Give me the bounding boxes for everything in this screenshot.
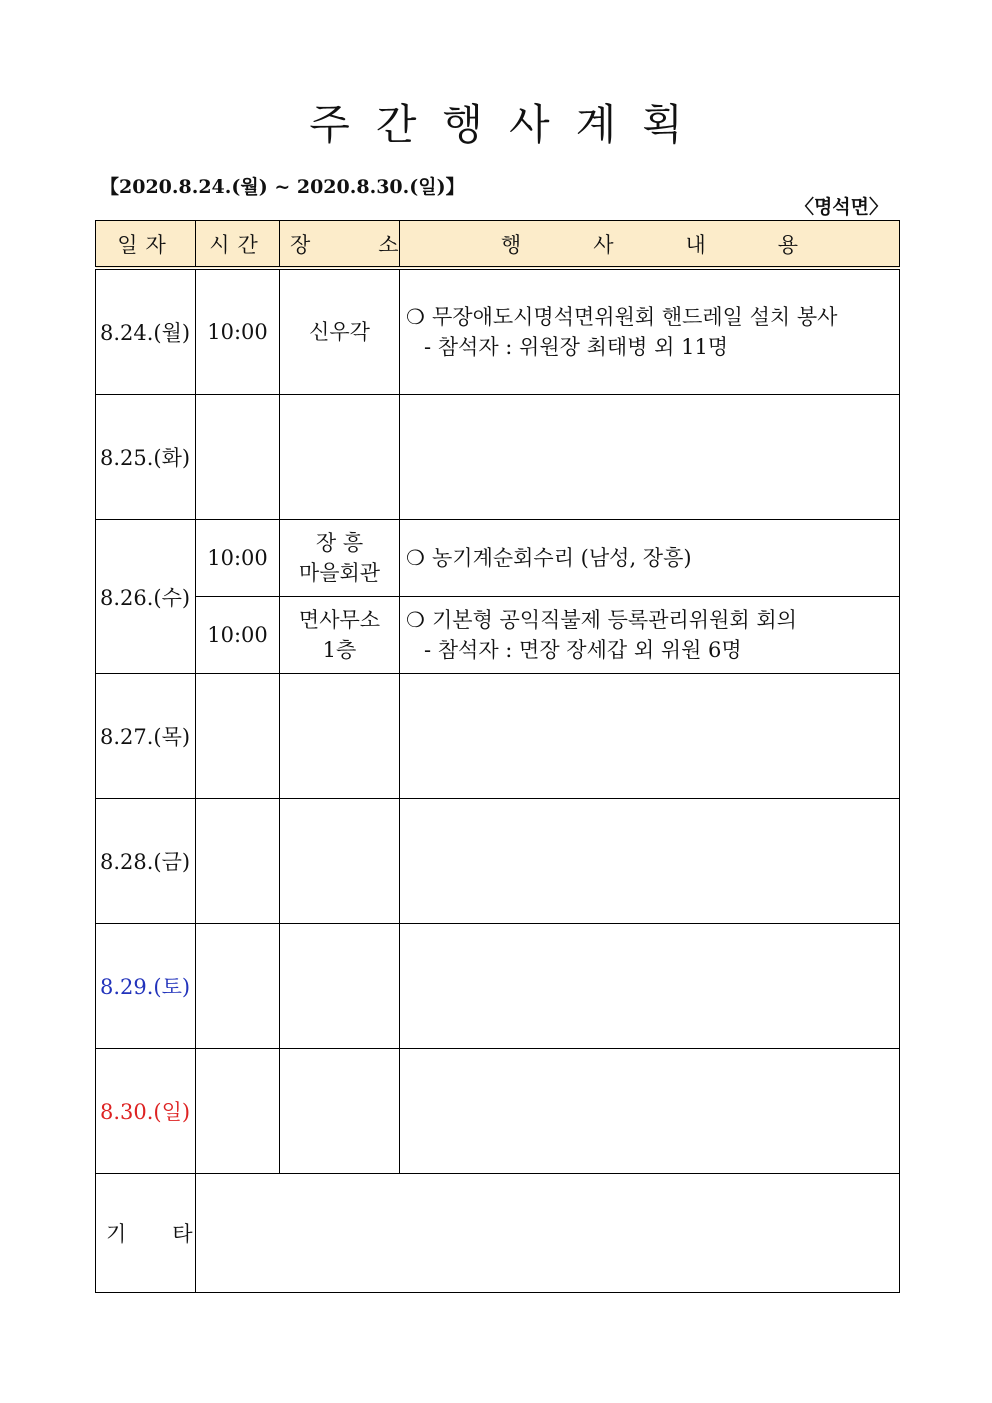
- title-char: 간: [375, 100, 417, 149]
- schedule-table: [95, 220, 900, 1293]
- table-row: [96, 268, 900, 395]
- table-row: [96, 799, 900, 924]
- period-label: 【2020.8.24.(월) ~ 2020.8.30.(일)】: [100, 176, 465, 198]
- time-cell: [196, 1049, 280, 1174]
- event-attendees: - 참석자 : 면장 장세갑 외 위원 6명: [424, 638, 742, 662]
- header-content-char: 행: [500, 232, 522, 257]
- header-time: 시간: [196, 221, 280, 269]
- event-title: 농기계순회수리 (남성, 장흥): [432, 546, 692, 570]
- place-cell: 신우각: [280, 268, 400, 395]
- place-cell: [280, 799, 400, 924]
- content-cell: [400, 520, 900, 597]
- date-cell-saturday: 8.29.(토): [96, 924, 196, 1049]
- place-line: 장 흥: [315, 531, 364, 555]
- content-cell: [400, 597, 900, 674]
- content-cell: [400, 1049, 900, 1174]
- table-row: [96, 597, 900, 674]
- header-place: [280, 221, 400, 269]
- time-cell: 10:00: [196, 597, 280, 674]
- time-cell: 10:00: [196, 520, 280, 597]
- circle-bullet-icon: ❍: [406, 305, 425, 329]
- circle-bullet-icon: ❍: [406, 608, 425, 632]
- header-content-char: 사: [593, 232, 614, 257]
- header-content-char: 내: [685, 232, 706, 257]
- date-cell: 8.24.(월): [96, 268, 196, 395]
- content-cell: [400, 674, 900, 799]
- header-content: [400, 221, 900, 269]
- page-title: [0, 92, 992, 152]
- table-row: [96, 674, 900, 799]
- content-cell: [400, 268, 900, 395]
- title-char: 획: [642, 100, 683, 149]
- time-cell: [196, 674, 280, 799]
- date-cell: 8.28.(금): [96, 799, 196, 924]
- date-cell-sunday: 8.30.(일): [96, 1049, 196, 1174]
- etc-row: [96, 1174, 900, 1293]
- place-line: 면사무소: [298, 608, 381, 632]
- etc-label: [96, 1174, 196, 1293]
- etc-label-char: 타: [172, 1222, 193, 1246]
- date-cell: 8.27.(목): [96, 674, 196, 799]
- place-cell: [280, 924, 400, 1049]
- place-cell: [280, 395, 400, 520]
- place-line: 마을회관: [298, 561, 381, 585]
- title-char: 행: [442, 100, 483, 149]
- table-row: [96, 1049, 900, 1174]
- etc-label-char: 기: [106, 1222, 127, 1246]
- place-cell: [280, 520, 400, 597]
- place-line: 1층: [322, 638, 357, 662]
- date-cell: 8.25.(화): [96, 395, 196, 520]
- header-date: 일자: [96, 221, 196, 269]
- title-char: 주: [309, 100, 350, 149]
- place-cell: [280, 1049, 400, 1174]
- header-row: [96, 221, 900, 269]
- header-place-char: 장: [290, 232, 311, 257]
- title-char: 사: [509, 100, 550, 149]
- place-cell: [280, 597, 400, 674]
- title-char: 계: [575, 100, 617, 149]
- content-cell: [400, 924, 900, 1049]
- time-cell: [196, 395, 280, 520]
- header-place-char: 소: [378, 232, 399, 257]
- table-row: [96, 520, 900, 597]
- table-row: [96, 395, 900, 520]
- etc-content: [196, 1174, 900, 1293]
- place-cell: [280, 674, 400, 799]
- time-cell: 10:00: [196, 268, 280, 395]
- time-cell: [196, 799, 280, 924]
- circle-bullet-icon: ❍: [406, 546, 425, 570]
- office-label: 〈명석면〉: [794, 196, 888, 218]
- header-content-char: 용: [777, 232, 799, 257]
- time-cell: [196, 924, 280, 1049]
- event-attendees: - 참석자 : 위원장 최태병 외 11명: [424, 335, 729, 359]
- content-cell: [400, 799, 900, 924]
- table-row: [96, 924, 900, 1049]
- content-cell: [400, 395, 900, 520]
- event-title: 무장애도시명석면위원회 핸드레일 설치 봉사: [432, 305, 838, 329]
- event-title: 기본형 공익직불제 등록관리위원회 회의: [432, 608, 797, 632]
- date-cell: 8.26.(수): [96, 520, 196, 674]
